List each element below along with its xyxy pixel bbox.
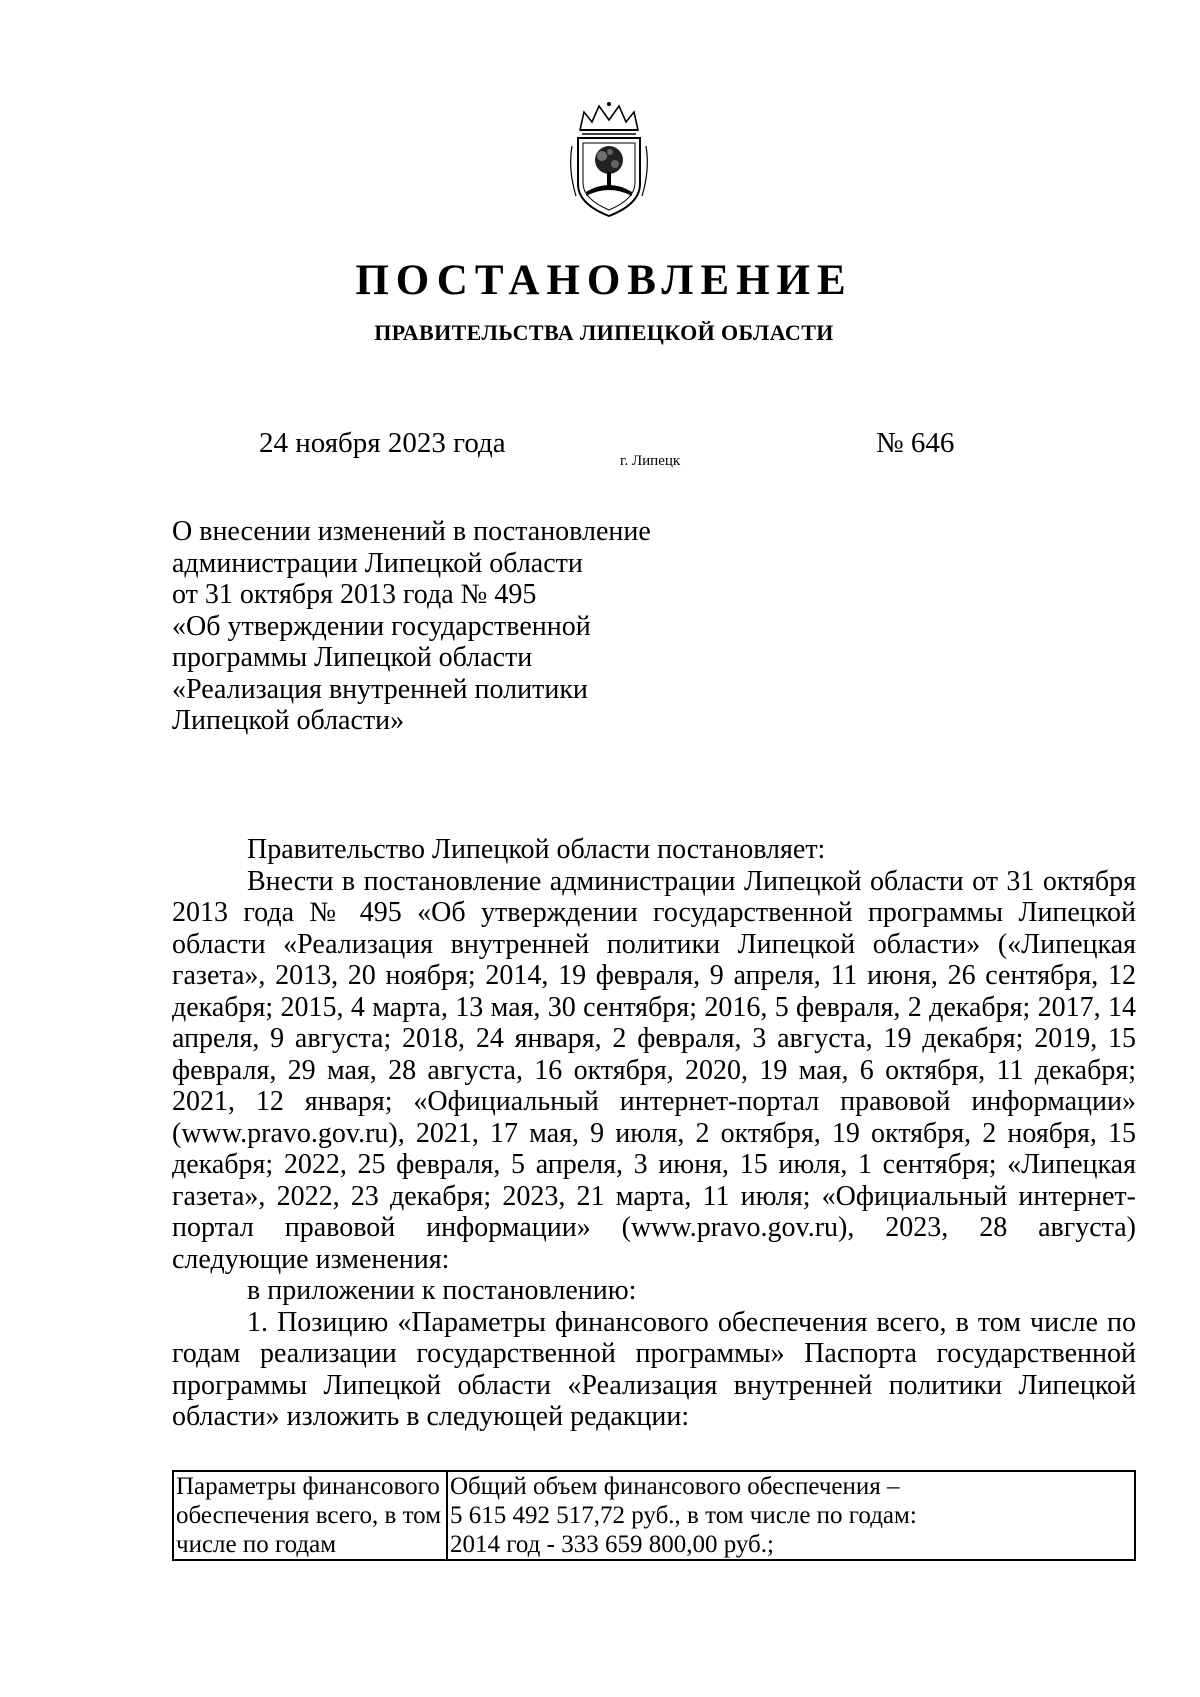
issuing-authority: ПРАВИТЕЛЬСТВА ЛИПЕЦКОЙ ОБЛАСТИ [374, 320, 834, 345]
subject-line: О внесении изменений в постановление [172, 516, 651, 547]
subject-line: от 31 октября 2013 года № 495 [172, 579, 537, 610]
table-cell-label [173, 1471, 447, 1560]
body-paragraph-intro: Правительство Липецкой области постановляет: [247, 834, 826, 865]
subject-line: «Реализация внутренней политики [172, 673, 588, 705]
document-body [172, 834, 1136, 1433]
table-cell-line: 2014 год - 333 659 800,00 руб.; [450, 1531, 774, 1558]
coat-of-arms-icon [566, 100, 652, 220]
table-cell-line: Общий объем финансового обеспечения – [450, 1473, 900, 1500]
table-cell-value [447, 1471, 1135, 1560]
document-city: г. Липецк [620, 453, 681, 469]
table-cell-line: обеспечения всего, в том [176, 1502, 442, 1529]
document-date: 24 ноября 2023 года [259, 427, 506, 459]
body-paragraph-appendix: в приложении к постановлению: [247, 1275, 637, 1306]
table-cell-line: Параметры финансового [176, 1473, 440, 1500]
body-paragraph-amendment: Внести в постановление администрации Липецкой области от 31 октября 2013 года № 495 «Об утверждении государственной программы Липецкой области «Реализация внутренней политики Липецкой области» («Липецкая газета», 2013, 20 ноября; 2014, 19 февраля, 9 апреля, 11 июня, 26 сентября, 12 декабря; 2015, 4 марта, 13 мая, 30 сентября; 2016, 5 февраля, 2 декабря; 2017, 14 апреля, 9 августа; 2018, 24 января, 2 февраля, 3 августа, 19 декабря; 2019, 15 февраля, 29 мая, 28 августа, 16 октября, 2020, 19 мая, 6 октября, 11 декабря; 2021, 12 января; «Официальный интернет-портал правовой информации» (www.pravo.gov.ru), 2021, 17 мая, 9 июля, 2 октября, 19 октября, 2 ноября, 15 декабря; 2022, 25 февраля, 5 апреля, 3 июня, 15 июля, 1 сентября; «Липецкая газета», 2022, 23 декабря; 2023, 21 марта, 11 июля; «Официальный интернет-портал правовой информации» (www.pravo.gov.ru), 2023, 28 августа) следующие изменения: [172, 865, 1136, 1275]
body-paragraph-item-1: 1. Позицию «Параметры финансового обеспечения всего, в том числе по годам реализации государственной программы» Паспорта государственной программы Липецкой области «Реализация внутренней политики Липецкой области» изложить в следующей редакции: [172, 1306, 1136, 1432]
table-cell-line: 5 615 492 517,72 руб., в том числе по годам: [450, 1502, 917, 1529]
table-cell-line: числе по годам [176, 1531, 337, 1558]
document-subject [172, 516, 732, 737]
document-type-title: ПОСТАНОВЛЕНИЕ [355, 257, 853, 304]
subject-line: программы Липецкой области [172, 642, 533, 673]
subject-line: «Об утверждении государственной [172, 610, 591, 642]
financing-parameters-table [172, 1470, 1136, 1561]
table-row [173, 1471, 1135, 1560]
subject-line: Липецкой области» [172, 705, 405, 736]
subject-line: администрации Липецкой области [172, 547, 583, 579]
document-number: № 646 [876, 427, 955, 459]
